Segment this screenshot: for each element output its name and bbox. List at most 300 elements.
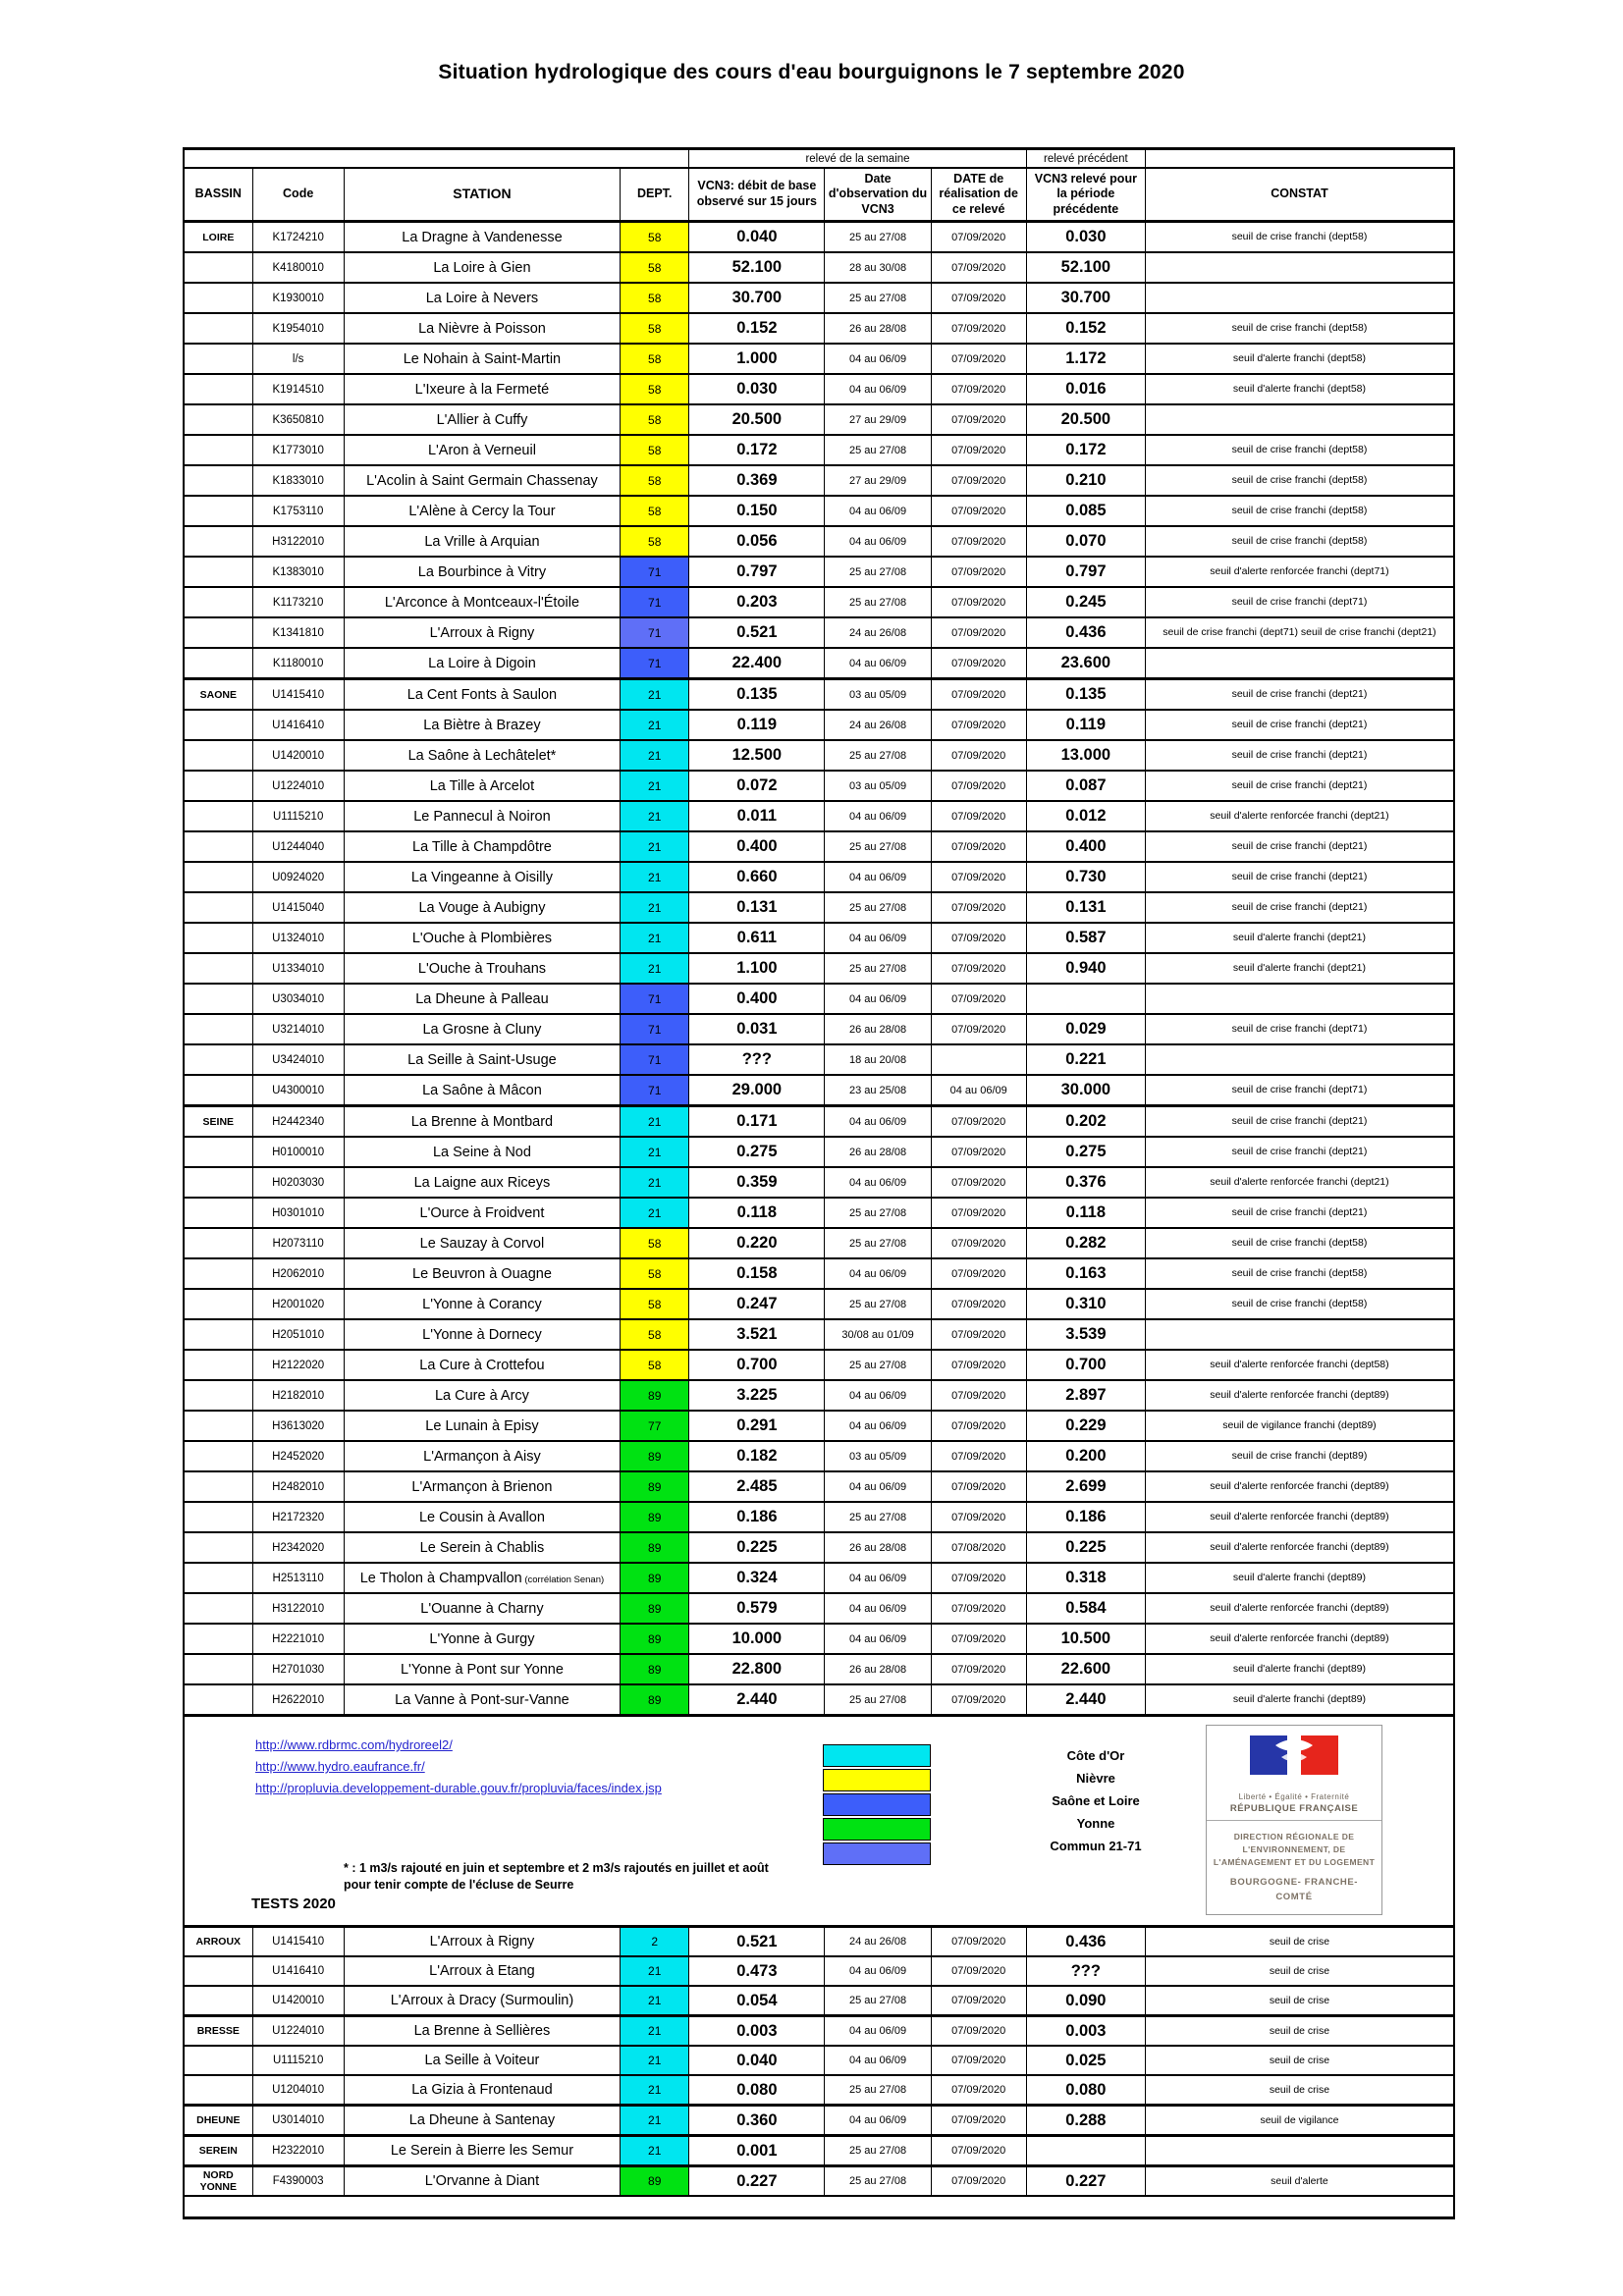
date-obs-cell: 04 au 06/09 xyxy=(825,1593,931,1624)
vcn3-cell: 0.172 xyxy=(689,435,825,465)
date-real-cell: 07/09/2020 xyxy=(931,2166,1026,2197)
vcn3-prev-cell: 0.221 xyxy=(1026,1044,1145,1075)
table-row xyxy=(184,496,1454,526)
vcn3-prev-cell: 0.225 xyxy=(1026,1532,1145,1563)
station-cell: La Saône à Lechâtelet* xyxy=(344,740,620,771)
code-cell: U1334010 xyxy=(252,953,344,984)
bassin-cell xyxy=(184,710,252,740)
table-row xyxy=(184,1411,1454,1441)
bassin-cell xyxy=(184,1014,252,1044)
vcn3-cell: 0.324 xyxy=(689,1563,825,1593)
vcn3-cell: 3.521 xyxy=(689,1319,825,1350)
legend-swatch xyxy=(823,1842,931,1865)
table-row xyxy=(184,374,1454,404)
vcn3-prev-cell: ??? xyxy=(1026,1956,1145,1986)
table-row xyxy=(184,710,1454,740)
vcn3-prev-cell: 30.700 xyxy=(1026,283,1145,313)
bassin-cell xyxy=(184,374,252,404)
date-obs-cell: 24 au 26/08 xyxy=(825,710,931,740)
station-cell: La Cent Fonts à Saulon xyxy=(344,679,620,711)
vcn3-cell: 0.030 xyxy=(689,374,825,404)
code-cell: K1954010 xyxy=(252,313,344,344)
code-cell: K1773010 xyxy=(252,435,344,465)
code-cell: H0203030 xyxy=(252,1167,344,1198)
code-cell: U1224010 xyxy=(252,2016,344,2047)
code-cell: U1416410 xyxy=(252,1956,344,1986)
code-cell: K1914510 xyxy=(252,374,344,404)
date-real-cell: 07/09/2020 xyxy=(931,1319,1026,1350)
external-link[interactable]: http://www.hydro.eaufrance.fr/ xyxy=(255,1759,425,1774)
vcn3-prev-cell: 20.500 xyxy=(1026,404,1145,435)
table-row xyxy=(184,1289,1454,1319)
vcn3-prev-cell: 0.245 xyxy=(1026,587,1145,617)
code-cell: H3122010 xyxy=(252,526,344,557)
vcn3-cell: 0.225 xyxy=(689,1532,825,1563)
vcn3-prev-cell: 23.600 xyxy=(1026,648,1145,679)
vcn3-cell: 0.186 xyxy=(689,1502,825,1532)
constat-cell: seuil de crise franchi (dept58) xyxy=(1145,313,1454,344)
legend-label: Yonne xyxy=(1076,1816,1115,1831)
dept-cell: 21 xyxy=(621,2075,689,2106)
constat-cell: seuil de crise franchi (dept21) xyxy=(1145,679,1454,711)
code-cell: U1416410 xyxy=(252,710,344,740)
date-obs-cell: 24 au 26/08 xyxy=(825,617,931,648)
date-obs-cell: 26 au 28/08 xyxy=(825,1532,931,1563)
table-row xyxy=(184,1380,1454,1411)
vcn3-prev-cell: 0.029 xyxy=(1026,1014,1145,1044)
constat-cell: seuil de crise franchi (dept21) xyxy=(1145,710,1454,740)
vcn3-prev-cell: 0.003 xyxy=(1026,2016,1145,2047)
station-cell: La Dheune à Palleau xyxy=(344,984,620,1014)
external-link[interactable]: http://www.rdbrmc.com/hydroreel2/ xyxy=(255,1737,453,1752)
date-real-cell: 07/09/2020 xyxy=(931,222,1026,253)
vcn3-cell: 0.040 xyxy=(689,222,825,253)
vcn3-cell: 0.001 xyxy=(689,2136,825,2166)
table-row xyxy=(184,771,1454,801)
code-cell: H2482010 xyxy=(252,1471,344,1502)
table-row xyxy=(184,1532,1454,1563)
dept-cell: 58 xyxy=(621,1350,689,1380)
vcn3-prev-cell: 0.085 xyxy=(1026,496,1145,526)
table-row xyxy=(184,1956,1454,1986)
date-real-cell: 07/09/2020 xyxy=(931,2016,1026,2047)
table-row xyxy=(184,1258,1454,1289)
constat-cell: seuil de crise xyxy=(1145,2016,1454,2047)
vcn3-prev-cell: 0.436 xyxy=(1026,1927,1145,1957)
date-obs-cell: 25 au 27/08 xyxy=(825,2075,931,2106)
code-cell: H2122020 xyxy=(252,1350,344,1380)
date-real-cell: 07/09/2020 xyxy=(931,648,1026,679)
table-row xyxy=(184,1014,1454,1044)
date-obs-cell: 26 au 28/08 xyxy=(825,313,931,344)
bassin-cell xyxy=(184,1563,252,1593)
table-row xyxy=(184,801,1454,831)
vcn3-prev-cell: 0.186 xyxy=(1026,1502,1145,1532)
vcn3-prev-cell: 0.210 xyxy=(1026,465,1145,496)
vcn3-cell: 22.800 xyxy=(689,1654,825,1684)
mid-section xyxy=(183,1717,1455,1925)
bassin-cell xyxy=(184,1075,252,1106)
date-obs-cell: 25 au 27/08 xyxy=(825,1684,931,1716)
dept-cell: 58 xyxy=(621,313,689,344)
station-cell: La Gizia à Frontenaud xyxy=(344,2075,620,2106)
vcn3-prev-cell: 0.135 xyxy=(1026,679,1145,711)
dept-cell: 58 xyxy=(621,1228,689,1258)
vcn3-prev-cell: 0.080 xyxy=(1026,2075,1145,2106)
station-cell: La Tille à Arcelot xyxy=(344,771,620,801)
vcn3-prev-cell: 0.797 xyxy=(1026,557,1145,587)
col-header-vcn3-prev: VCN3 relevé pour la période précédente xyxy=(1026,168,1145,222)
vcn3-prev-cell: 0.070 xyxy=(1026,526,1145,557)
station-cell: La Saône à Mâcon xyxy=(344,1075,620,1106)
vcn3-cell: 0.247 xyxy=(689,1289,825,1319)
constat-cell: seuil de crise xyxy=(1145,1956,1454,1986)
logo-direction: DIRECTION RÉGIONALE DE L'ENVIRONNEMENT, DE L'AMÉNAGEMENT ET DU LOGEMENT xyxy=(1213,1832,1376,1867)
bassin-cell: BRESSE xyxy=(184,2016,252,2047)
date-real-cell: 07/09/2020 xyxy=(931,1106,1026,1138)
bassin-cell xyxy=(184,435,252,465)
station-cell: La Vouge à Aubigny xyxy=(344,892,620,923)
code-cell: H2051010 xyxy=(252,1319,344,1350)
date-real-cell: 07/09/2020 xyxy=(931,1258,1026,1289)
station-cell: Le Tholon à Champvallon (corrélation Senan) xyxy=(344,1563,620,1593)
date-obs-cell: 25 au 27/08 xyxy=(825,1228,931,1258)
constat-cell xyxy=(1145,984,1454,1014)
bassin-cell xyxy=(184,1441,252,1471)
date-obs-cell: 18 au 20/08 xyxy=(825,1044,931,1075)
code-cell: H2322010 xyxy=(252,2136,344,2166)
table-row xyxy=(184,1044,1454,1075)
table-row xyxy=(184,1319,1454,1350)
date-real-cell: 07/09/2020 xyxy=(931,617,1026,648)
dept-cell: 71 xyxy=(621,587,689,617)
dept-cell: 21 xyxy=(621,1167,689,1198)
code-cell: H0301010 xyxy=(252,1198,344,1228)
vcn3-cell: 0.611 xyxy=(689,923,825,953)
vcn3-prev-cell xyxy=(1026,984,1145,1014)
date-obs-cell: 03 au 05/09 xyxy=(825,1441,931,1471)
bassin-cell xyxy=(184,1593,252,1624)
date-real-cell: 07/09/2020 xyxy=(931,740,1026,771)
date-obs-cell: 25 au 27/08 xyxy=(825,1502,931,1532)
dept-cell: 58 xyxy=(621,252,689,283)
table-row xyxy=(184,740,1454,771)
dept-cell: 58 xyxy=(621,465,689,496)
vcn3-cell: 1.000 xyxy=(689,344,825,374)
station-cell: La Biètre à Brazey xyxy=(344,710,620,740)
bassin-cell xyxy=(184,1380,252,1411)
vcn3-cell: 52.100 xyxy=(689,252,825,283)
date-real-cell: 07/09/2020 xyxy=(931,1167,1026,1198)
table-row xyxy=(184,557,1454,587)
bassin-cell xyxy=(184,1319,252,1350)
vcn3-cell: 0.040 xyxy=(689,2046,825,2075)
date-obs-cell: 03 au 05/09 xyxy=(825,679,931,711)
vcn3-cell: 10.000 xyxy=(689,1624,825,1654)
code-cell: U1415410 xyxy=(252,679,344,711)
vcn3-prev-cell: 2.699 xyxy=(1026,1471,1145,1502)
date-real-cell: 07/09/2020 xyxy=(931,771,1026,801)
table-row xyxy=(184,526,1454,557)
vcn3-prev-cell: 0.587 xyxy=(1026,923,1145,953)
vcn3-cell: 0.400 xyxy=(689,984,825,1014)
logo-republic: RÉPUBLIQUE FRANÇAISE xyxy=(1229,1803,1359,1814)
dept-cell: 21 xyxy=(621,1198,689,1228)
code-cell: H2622010 xyxy=(252,1684,344,1716)
releve-semaine-header: relevé de la semaine xyxy=(689,149,1027,169)
date-real-cell: 04 au 06/09 xyxy=(931,1075,1026,1106)
legend-swatches xyxy=(823,1744,931,1867)
vcn3-prev-cell: 0.152 xyxy=(1026,313,1145,344)
date-real-cell: 07/09/2020 xyxy=(931,862,1026,892)
vcn3-prev-cell: 3.539 xyxy=(1026,1319,1145,1350)
releve-precedent-header: relevé précédent xyxy=(1026,149,1145,169)
table-row xyxy=(184,1075,1454,1106)
dept-cell: 58 xyxy=(621,283,689,313)
vcn3-cell: 0.135 xyxy=(689,679,825,711)
dept-cell: 71 xyxy=(621,984,689,1014)
dept-cell: 71 xyxy=(621,617,689,648)
constat-cell xyxy=(1145,648,1454,679)
date-real-cell: 07/09/2020 xyxy=(931,1593,1026,1624)
date-real-cell: 07/09/2020 xyxy=(931,984,1026,1014)
vcn3-cell: 2.485 xyxy=(689,1471,825,1502)
code-cell: K1724210 xyxy=(252,222,344,253)
table-row xyxy=(184,1228,1454,1258)
bassin-cell xyxy=(184,344,252,374)
legend-labels xyxy=(978,1744,1214,1857)
code-cell: U1420010 xyxy=(252,740,344,771)
constat-cell: seuil de vigilance xyxy=(1145,2106,1454,2136)
table-row xyxy=(184,892,1454,923)
bassin-cell xyxy=(184,1986,252,2016)
dept-cell: 21 xyxy=(621,771,689,801)
bassin-cell xyxy=(184,831,252,862)
date-obs-cell: 04 au 06/09 xyxy=(825,1380,931,1411)
code-cell: K1753110 xyxy=(252,496,344,526)
vcn3-cell: 0.275 xyxy=(689,1137,825,1167)
bassin-cell xyxy=(184,1411,252,1441)
bassin-cell xyxy=(184,862,252,892)
vcn3-prev-cell: 0.288 xyxy=(1026,2106,1145,2136)
date-obs-cell: 04 au 06/09 xyxy=(825,1563,931,1593)
vcn3-prev-cell: 0.376 xyxy=(1026,1167,1145,1198)
dept-cell: 89 xyxy=(621,1380,689,1411)
station-cell: L'Ource à Froidvent xyxy=(344,1198,620,1228)
table-row xyxy=(184,1441,1454,1471)
bassin-cell: SEINE xyxy=(184,1106,252,1138)
date-obs-cell: 26 au 28/08 xyxy=(825,1137,931,1167)
code-cell: U3424010 xyxy=(252,1044,344,1075)
constat-cell: seuil de crise franchi (dept58) xyxy=(1145,526,1454,557)
code-cell: H2442340 xyxy=(252,1106,344,1138)
date-real-cell: 07/09/2020 xyxy=(931,2136,1026,2166)
vcn3-prev-cell: 0.584 xyxy=(1026,1593,1145,1624)
col-header-vcn3: VCN3: débit de base observé sur 15 jours xyxy=(689,168,825,222)
constat-cell: seuil de crise franchi (dept21) xyxy=(1145,771,1454,801)
footnote-line2: pour tenir compte de l'écluse de Seurre xyxy=(344,1878,574,1892)
vcn3-cell: 0.152 xyxy=(689,313,825,344)
external-link[interactable]: http://propluvia.developpement-durable.gouv.fr/propluvia/faces/index.jsp xyxy=(255,1781,662,1795)
code-cell: U3214010 xyxy=(252,1014,344,1044)
vcn3-cell: 0.131 xyxy=(689,892,825,923)
constat-cell: seuil d'alerte renforcée franchi (dept21) xyxy=(1145,1167,1454,1198)
bassin-cell xyxy=(184,557,252,587)
table-row xyxy=(184,2136,1454,2166)
table-row xyxy=(184,1137,1454,1167)
table-row xyxy=(184,1563,1454,1593)
date-real-cell: 07/09/2020 xyxy=(931,1014,1026,1044)
code-cell: H2513110 xyxy=(252,1563,344,1593)
date-obs-cell: 04 au 06/09 xyxy=(825,2046,931,2075)
date-real-cell: 07/09/2020 xyxy=(931,801,1026,831)
constat-cell: seuil de crise franchi (dept21) xyxy=(1145,1137,1454,1167)
date-obs-cell: 24 au 26/08 xyxy=(825,1927,931,1957)
bassin-cell xyxy=(184,1167,252,1198)
station-cell: L'Arroux à Rigny xyxy=(344,617,620,648)
constat-cell: seuil de crise franchi (dept58) xyxy=(1145,1289,1454,1319)
date-obs-cell: 04 au 06/09 xyxy=(825,344,931,374)
constat-cell: seuil de crise franchi (dept58) xyxy=(1145,496,1454,526)
vcn3-cell: 0.203 xyxy=(689,587,825,617)
constat-cell xyxy=(1145,283,1454,313)
dept-cell: 21 xyxy=(621,2106,689,2136)
constat-cell: seuil de crise xyxy=(1145,2046,1454,2075)
bassin-cell xyxy=(184,1684,252,1716)
vcn3-prev-cell: 13.000 xyxy=(1026,740,1145,771)
bassin-cell xyxy=(184,465,252,496)
constat-cell: seuil de crise franchi (dept21) xyxy=(1145,740,1454,771)
vcn3-cell: 0.011 xyxy=(689,801,825,831)
constat-cell: seuil d'alerte renforcée franchi (dept89) xyxy=(1145,1532,1454,1563)
col-header-dept: DEPT. xyxy=(621,168,689,222)
station-cell: L'Ixeure à la Fermeté xyxy=(344,374,620,404)
table-row xyxy=(184,1654,1454,1684)
code-cell: K1930010 xyxy=(252,283,344,313)
bassin-cell: SEREIN xyxy=(184,2136,252,2166)
table-row xyxy=(184,953,1454,984)
constat-cell: seuil de crise xyxy=(1145,2075,1454,2106)
code-cell: K4180010 xyxy=(252,252,344,283)
date-obs-cell: 26 au 28/08 xyxy=(825,1654,931,1684)
code-cell: U1224010 xyxy=(252,771,344,801)
station-cell: La Cure à Arcy xyxy=(344,1380,620,1411)
date-obs-cell: 25 au 27/08 xyxy=(825,587,931,617)
vcn3-prev-cell: 0.730 xyxy=(1026,862,1145,892)
code-cell: H3613020 xyxy=(252,1411,344,1441)
bassin-cell xyxy=(184,1350,252,1380)
vcn3-cell: 0.400 xyxy=(689,831,825,862)
station-cell: L'Yonne à Gurgy xyxy=(344,1624,620,1654)
date-obs-cell: 04 au 06/09 xyxy=(825,2106,931,2136)
table-row xyxy=(184,617,1454,648)
bassin-cell xyxy=(184,1956,252,1986)
dept-cell: 89 xyxy=(621,1471,689,1502)
vcn3-cell: 30.700 xyxy=(689,283,825,313)
dept-cell: 71 xyxy=(621,1075,689,1106)
date-obs-cell: 25 au 27/08 xyxy=(825,740,931,771)
bassin-cell xyxy=(184,1228,252,1258)
vcn3-prev-cell: 0.012 xyxy=(1026,801,1145,831)
vcn3-cell: 22.400 xyxy=(689,648,825,679)
code-cell: H2062010 xyxy=(252,1258,344,1289)
station-cell: La Brenne à Montbard xyxy=(344,1106,620,1138)
vcn3-cell: 0.119 xyxy=(689,710,825,740)
bassin-cell xyxy=(184,1137,252,1167)
vcn3-cell: 0.797 xyxy=(689,557,825,587)
station-cell: L'Acolin à Saint Germain Chassenay xyxy=(344,465,620,496)
vcn3-cell: 0.227 xyxy=(689,2166,825,2197)
bassin-cell xyxy=(184,1289,252,1319)
bassin-cell: NORD YONNE xyxy=(184,2166,252,2197)
table-row xyxy=(184,344,1454,374)
station-cell: L'Yonne à Dornecy xyxy=(344,1319,620,1350)
station-cell: Le Cousin à Avallon xyxy=(344,1502,620,1532)
table-row xyxy=(184,648,1454,679)
constat-cell: seuil de crise franchi (dept71) xyxy=(1145,1075,1454,1106)
vcn3-cell: 20.500 xyxy=(689,404,825,435)
dept-cell: 58 xyxy=(621,1319,689,1350)
date-real-cell: 07/09/2020 xyxy=(931,435,1026,465)
code-cell: l/s xyxy=(252,344,344,374)
code-cell: F4390003 xyxy=(252,2166,344,2197)
constat-cell: seuil de crise franchi (dept21) xyxy=(1145,892,1454,923)
constat-cell xyxy=(1145,1319,1454,1350)
bassin-cell xyxy=(184,1502,252,1532)
date-real-cell: 07/09/2020 xyxy=(931,710,1026,740)
constat-cell xyxy=(1145,2136,1454,2166)
vcn3-cell: 0.072 xyxy=(689,771,825,801)
date-obs-cell: 04 au 06/09 xyxy=(825,648,931,679)
constat-cell: seuil de crise franchi (dept71) xyxy=(1145,1014,1454,1044)
dept-cell: 21 xyxy=(621,1956,689,1986)
station-cell: La Vanne à Pont-sur-Vanne xyxy=(344,1684,620,1716)
vcn3-prev-cell: 22.600 xyxy=(1026,1654,1145,1684)
station-cell: La Nièvre à Poisson xyxy=(344,313,620,344)
bassin-cell xyxy=(184,953,252,984)
vcn3-cell: 0.056 xyxy=(689,526,825,557)
date-obs-cell: 04 au 06/09 xyxy=(825,1956,931,1986)
date-obs-cell: 04 au 06/09 xyxy=(825,1411,931,1441)
constat-cell: seuil d'alerte renforcée franchi (dept89) xyxy=(1145,1502,1454,1532)
vcn3-cell: 0.080 xyxy=(689,2075,825,2106)
code-cell: U1415410 xyxy=(252,1927,344,1957)
table-row xyxy=(184,404,1454,435)
station-cell: La Laigne aux Riceys xyxy=(344,1167,620,1198)
table-row xyxy=(184,465,1454,496)
strip-empty-left xyxy=(184,149,689,169)
footnote xyxy=(344,1860,769,1894)
date-real-cell: 07/09/2020 xyxy=(931,404,1026,435)
code-cell: K1383010 xyxy=(252,557,344,587)
dept-cell: 89 xyxy=(621,1441,689,1471)
vcn3-cell: 12.500 xyxy=(689,740,825,771)
constat-cell: seuil de crise franchi (dept58) xyxy=(1145,465,1454,496)
date-obs-cell: 25 au 27/08 xyxy=(825,1198,931,1228)
vcn3-prev-cell: 0.275 xyxy=(1026,1137,1145,1167)
logo-motto: Liberté • Égalité • Fraternité xyxy=(1238,1792,1350,1801)
dept-cell: 21 xyxy=(621,2136,689,2166)
station-cell: La Seille à Saint-Usuge xyxy=(344,1044,620,1075)
vcn3-prev-cell: 0.229 xyxy=(1026,1411,1145,1441)
col-header-date-real: DATE de réalisation de ce relevé xyxy=(931,168,1026,222)
empty-row xyxy=(184,2196,1454,2218)
dept-cell: 58 xyxy=(621,404,689,435)
date-obs-cell: 04 au 06/09 xyxy=(825,1624,931,1654)
col-header-bassin: BASSIN xyxy=(184,168,252,222)
vcn3-prev-cell: 0.016 xyxy=(1026,374,1145,404)
dept-cell: 21 xyxy=(621,710,689,740)
